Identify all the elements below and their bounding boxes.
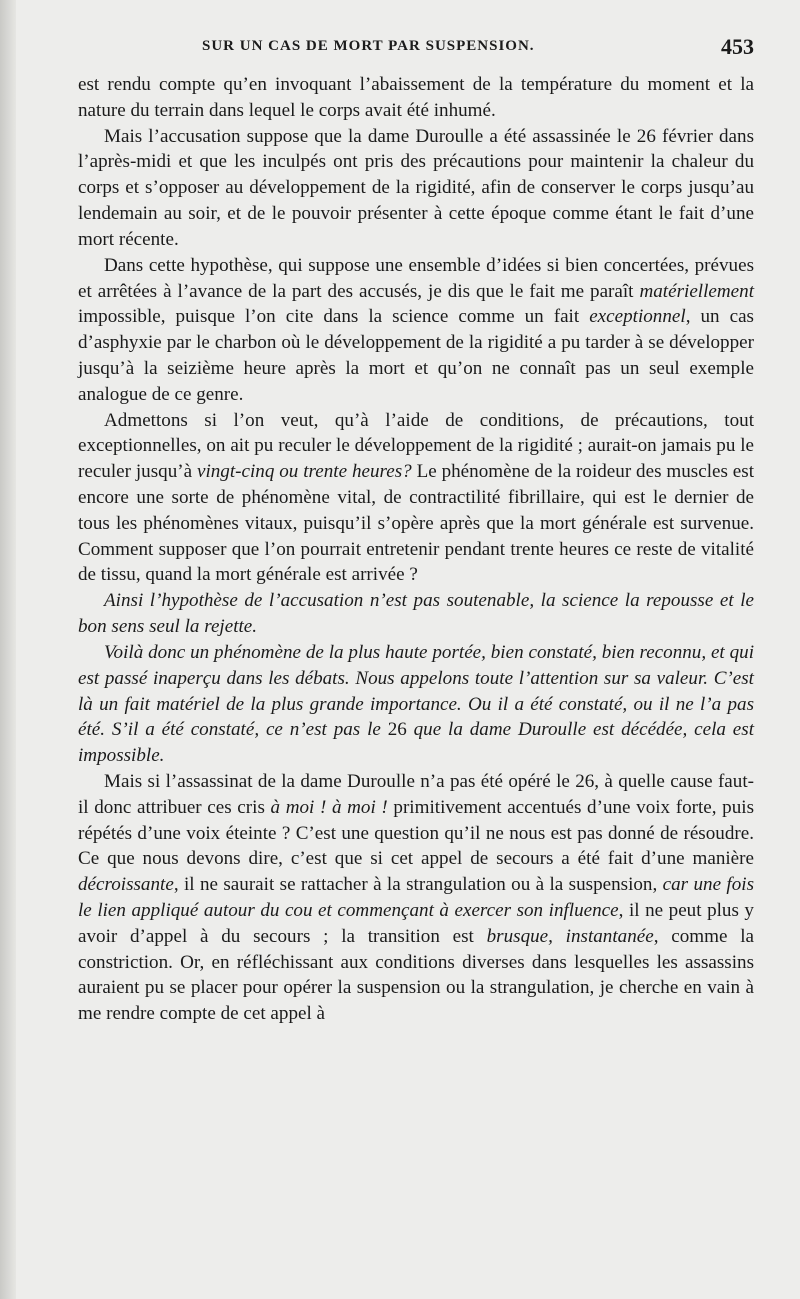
text-run: Admettons si l’on veut, qu’à l’aide de conditions, de précautions, tout exceptionnelles, on ait pu reculer le développement de la rigidité ; aurait-on jamais pu le reculer jusqu’à: [78, 409, 754, 483]
text-run: , il ne saurait se rattacher à la strangulation ou à la suspension,: [173, 874, 663, 896]
paragraph-4: [78, 408, 754, 589]
page-header: [78, 34, 754, 72]
text-run: primitivement accentués d’une voix forte, puis répétés d’une voix éteinte ? C’est une question qu’il ne nous est pas donné de résoudre. Ce que nous devons dire, c’est que si cet appel de secours a été fait d’une manière: [78, 796, 754, 870]
italic-run: brusque, instantanée: [486, 925, 654, 947]
text-run: , il ne peut plus y avoir d’appel à du secours ; la transition est: [78, 900, 754, 947]
italic-run: décroissante: [78, 874, 174, 896]
italic-run: à moi ! à moi !: [270, 796, 388, 818]
text-run: Dans cette hypothèse, qui suppose une ensemble d’idées si bien concertées, prévues et arrêtées à l’avance de la part des accusés, je dis que le fait me paraît: [78, 254, 754, 302]
page-gutter-shadow: [0, 0, 16, 1299]
text-run: Mais l’accusation suppose que la dame Duroulle a été assassinée le 26 février dans l’après-midi et que les inculpés ont pris des précautions pour maintenir la chaleur du corps et s’opposer au développement de la rigidité, afin de conserver le corps jusqu’au lendemain au soir, et de le pouvoir présenter à cette époque comme étant le fait d’une mort récente.: [78, 125, 754, 250]
italic-run: que la dame Duroulle est décédée, cela est impossible.: [78, 719, 755, 767]
running-title: SUR UN CAS DE MORT PAR SUSPENSION.: [202, 38, 535, 54]
italic-run: vingt-cinq ou trente heures?: [196, 461, 412, 483]
paragraph-5: [78, 588, 754, 640]
paragraph-3: [78, 253, 754, 408]
paragraph-1: [78, 72, 754, 124]
text-run: , un cas d’asphyxie par le charbon où le développement de la rigidité a pu tarder à se développer jusqu’à la seizième heure après la mort et qu’on ne connaît pas un seul exemple analogue de ce genre.: [78, 306, 754, 405]
text-run: Le phénomène de la roideur des muscles est encore une sorte de phénomène vital, de contractilité fibrillaire, qui est le dernier de tous les phénomènes vitaux, puisqu’il s’opère après que la mort générale est survenue. Comment supposer que l’on pourrait entretenir pendant trente heures ce reste de vitalité de tissu, quand la mort générale est arrivée ?: [78, 461, 754, 586]
italic-run: Voilà donc un phénomène de la plus haute portée, bien constaté, bien reconnu, et qui est passé inaperçu dans les débats. Nous appelons toute l’attention sur sa valeur. C’est là un fait matériel de la plus grande importance. Ou il a été constaté, ou il ne l’a pas été. S’il a été constaté, ce n’est pas le: [78, 641, 754, 741]
text-run: est rendu compte qu’en invoquant l’abaissement de la température du moment et la nature du terrain dans lequel le corps avait été inhumé.: [78, 74, 754, 121]
italic-run: car une fois le lien appliqué autour du cou et commençant à exercer son influence: [78, 874, 755, 921]
paragraph-7: [78, 769, 754, 1027]
italic-run: exceptionnel: [589, 306, 686, 328]
text-run: 26: [387, 719, 407, 741]
book-page: [78, 34, 754, 1027]
page-number: 453: [721, 34, 754, 59]
italic-run: Ainsi l’hypothèse de l’accusation n’est pas soutenable, la science la repousse et le bon sens seul la rejette.: [78, 590, 754, 638]
paragraph-6: [78, 640, 754, 769]
paragraph-2: [78, 124, 754, 253]
text-run: impossible, puisque l’on cite dans la science comme un fait: [78, 306, 590, 328]
text-run: Mais si l’assassinat de la dame Duroulle n’a pas été opéré le 26, à quelle cause faut-il donc attribuer ces cris: [78, 770, 754, 818]
italic-run: matériellement: [639, 280, 754, 302]
body-text: [78, 72, 754, 1027]
text-run: , comme la constriction. Or, en réfléchissant aux conditions diverses dans lesquelles les assassins auraient pu se placer pour opérer la suspension ou la strangulation, je cherche en vain à me rendre compte de cet appel à: [78, 925, 754, 1025]
